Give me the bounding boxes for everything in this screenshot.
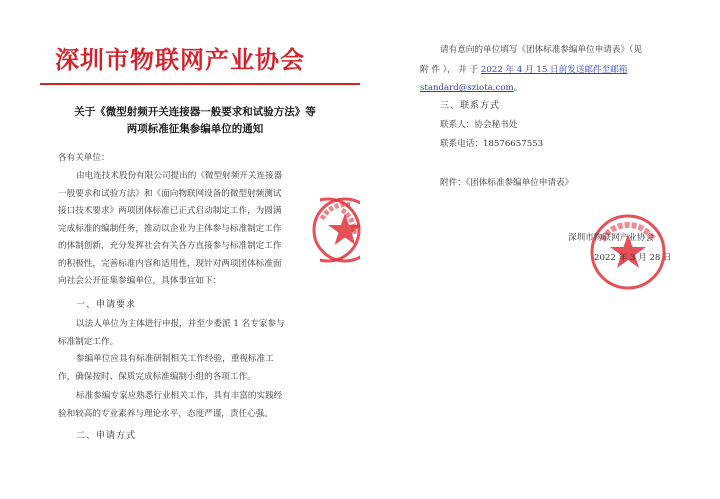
- org-header: 深圳市物联网产业协会: [55, 45, 305, 74]
- section1-p1-line: 以法人单位为主体进行申报，并至少委派 1 名专家参与: [76, 319, 285, 329]
- section1-paragraph-1: [58, 316, 285, 351]
- signature-date: 2022 年 3 月 28 日: [594, 253, 672, 263]
- section3-heading: 三、联系方式: [440, 101, 501, 111]
- section1-p2-line: 参编单位应具有标准研制相关工作经验，重视标准工: [76, 354, 274, 364]
- apply-line-3-end: 。: [513, 83, 523, 93]
- apply-line-2-prefix: 附 件 ）， 并 于: [420, 65, 481, 75]
- section1-p1-line: 标准制定工作。: [58, 336, 119, 347]
- intro-line: 完成标准的编制任务，推动以企业为主体参与标准制定工作: [58, 223, 282, 234]
- signature-org: 深圳市物联网产业协会: [568, 233, 654, 243]
- intro-line: 由电连技术股份有限公司提出的《微型射频开关连接器: [76, 171, 283, 181]
- section1-p2-line: 作，确保按时、保质完成标准编制小组的各项工作。: [58, 371, 256, 382]
- section1-heading: 一、申请要求: [76, 300, 137, 310]
- intro-line: 向社会公开征集参编单位，具体事宜如下：: [58, 276, 222, 286]
- section2-heading: 二、申请方式: [76, 431, 137, 441]
- apply-line-2: [420, 62, 627, 80]
- attachment-note: 附件：《团体标准参编单位申请表》: [440, 178, 574, 188]
- intro-paragraph: [58, 168, 282, 291]
- salutation: 各有关单位：: [58, 153, 110, 163]
- apply-line-3: [420, 80, 522, 98]
- right-page: [360, 0, 720, 499]
- contact-phone: 联系电话：18576657553: [440, 139, 544, 149]
- email-link[interactable]: standard@sziota.com: [420, 83, 514, 93]
- header-rule: [40, 83, 360, 85]
- section1-p3-line: 验和较高的专业素养与理论水平，态度严谨，责任心强。: [58, 408, 273, 419]
- title-line-1: 关于《微型射频开关连接器一般要求和试验方法》等: [74, 106, 316, 118]
- apply-line-1: 请有意向的单位填写《团体标准参编单位申请表》（见: [440, 45, 642, 55]
- intro-line: 一般要求和试验方法》和《面向物联网设备的微型射频测试: [58, 188, 282, 199]
- official-seal-gutter: [320, 195, 380, 265]
- intro-line: 的体制创新，充分发挥社会有关各方直接参与标准制定工作: [58, 241, 282, 251]
- section1-paragraph-3: [58, 388, 282, 423]
- section1-paragraph-2: [58, 351, 274, 386]
- notice-title: [50, 104, 340, 138]
- title-line-2: 两项标准征集参编单位的通知: [126, 123, 264, 135]
- contact-person: 联系人：协会秘书处: [440, 120, 518, 130]
- intro-line: 的积极性，完善标准内容和适用性，现针对两项团体标准面: [58, 258, 282, 269]
- deadline-link[interactable]: 2022 年 4 月 15 日前发送邮件至邮箱: [480, 65, 628, 75]
- section1-p3-line: 标准参编专家应熟悉行业相关工作，具有丰富的实践经: [76, 391, 283, 401]
- intro-line: 接口技术要求》两项团体标准已正式启动制定工作，为圆满: [58, 206, 282, 216]
